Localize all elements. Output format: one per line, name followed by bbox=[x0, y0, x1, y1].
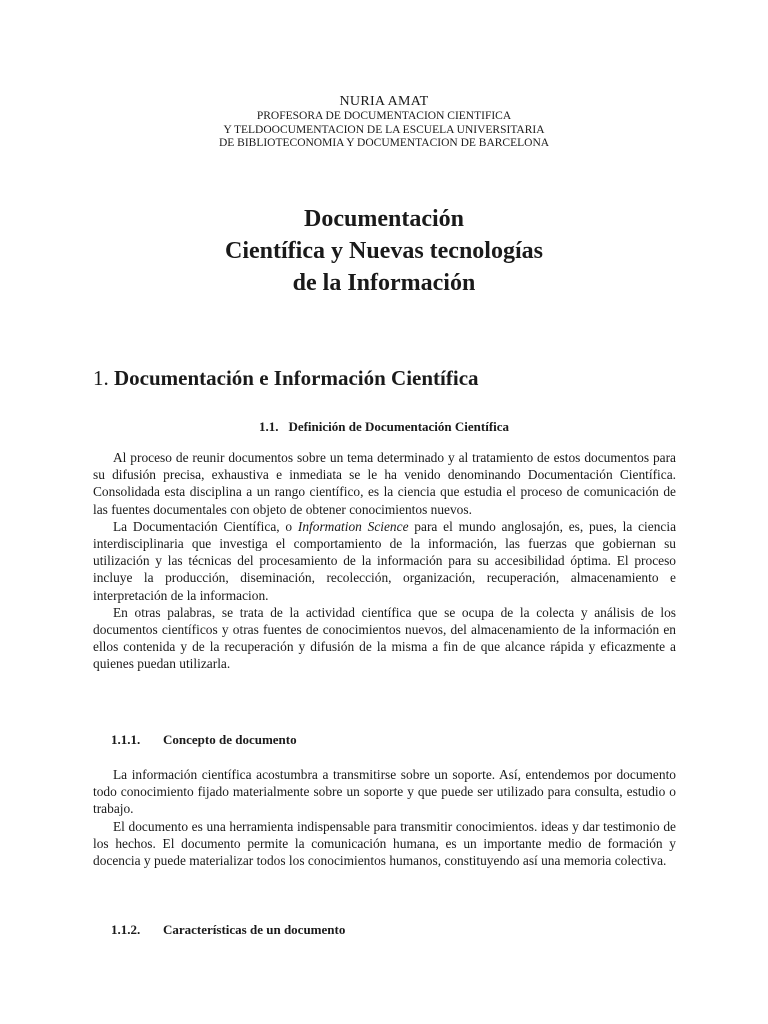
document-title bbox=[0, 203, 768, 299]
section-1-1-body bbox=[93, 449, 676, 673]
section-title: Documentación e Información Científica bbox=[114, 366, 479, 390]
paragraph: Al proceso de reunir documentos sobre un tema determinado y al tratamiento de estos documentos para su difusión precisa, exhaustiva e inmediata se le ha venido denominando Documentación Científica. Consolidada esta disciplina a un rango científico, es la ciencia que estudia el proceso de comunicación de las fuentes documentales con objeto de obtener conocimientos nuevos. bbox=[93, 450, 676, 517]
subsection-number: 1.1. bbox=[258, 419, 279, 434]
section-heading-1 bbox=[93, 364, 479, 392]
paragraph: La información científica acostumbra a transmitirse sobre un soporte. Así, entendemos por documento todo conocimiento fijado materialmente sobre un soporte y que puede ser utilizado para consulta, estudio o trabajo. bbox=[93, 767, 676, 817]
author-block bbox=[0, 93, 768, 151]
emphasized-term: Information Science bbox=[297, 518, 409, 534]
section-1-1-1-body bbox=[93, 766, 676, 869]
author-affiliation-line: Y TELDOOCUMENTACION DE LA ESCUELA UNIVERSITARIA bbox=[223, 123, 545, 136]
paragraph: El documento es una herramienta indispensable para transmitir conocimientos. ideas y dar testimonio de los hechos. El documento permite la comunicación humana, es un importante medio de formación y docencia y puede materializar todos los conocimientos humanos, constituyendo así una memoria colectiva. bbox=[93, 818, 676, 869]
author-affiliation-line: DE BIBLIOTECONOMIA Y DOCUMENTACION DE BARCELONA bbox=[218, 137, 550, 149]
subsection-title: Concepto de documento bbox=[163, 732, 297, 747]
subsection-title: Definición de Documentación Científica bbox=[288, 419, 510, 434]
subsection-heading-1-1-2 bbox=[111, 921, 345, 939]
paragraph-text: La Documentación Científica, o bbox=[113, 518, 298, 534]
author-affiliation-line: PROFESORA DE DOCUMENTACION CIENTIFICA bbox=[256, 110, 512, 122]
paragraph-text: para el mundo anglosajón, es, pues, la ciencia interdisciplinaria que investiga el comportamiento de la información, las fuerzas que gobiernan su utilización y las técnicas del procesamiento de la información para su accesibilidad óptima. El proceso incluye la producción, diseminación, recolección, organización, recuperación, almacenamiento e interpretación de la informacion. bbox=[93, 518, 677, 603]
section-number: 1. bbox=[93, 366, 109, 390]
subsection-title: Características de un documento bbox=[163, 922, 346, 937]
subsection-heading-1-1-1 bbox=[111, 731, 297, 749]
subsection-number: 1.1.2. bbox=[111, 922, 141, 937]
title-line: de la Información bbox=[292, 270, 476, 296]
paragraph bbox=[93, 518, 676, 604]
subsection-number: 1.1.1. bbox=[111, 732, 141, 747]
paragraph: En otras palabras, se trata de la actividad científica que se ocupa de la colecta y análisis de los documentos científicos y otras fuentes de conocimientos nuevos, del almacenamiento de la información en ellos contenida y de la recuperación y difusión de la misma a fin de que alcance rápida y eficazmente a quienes puedan utilizarla. bbox=[93, 604, 676, 672]
subsection-heading-1-1 bbox=[0, 418, 768, 436]
title-line: Documentación bbox=[304, 206, 464, 232]
title-line: Científica y Nuevas tecnologías bbox=[225, 238, 543, 264]
author-name: NURIA AMAT bbox=[339, 94, 429, 109]
